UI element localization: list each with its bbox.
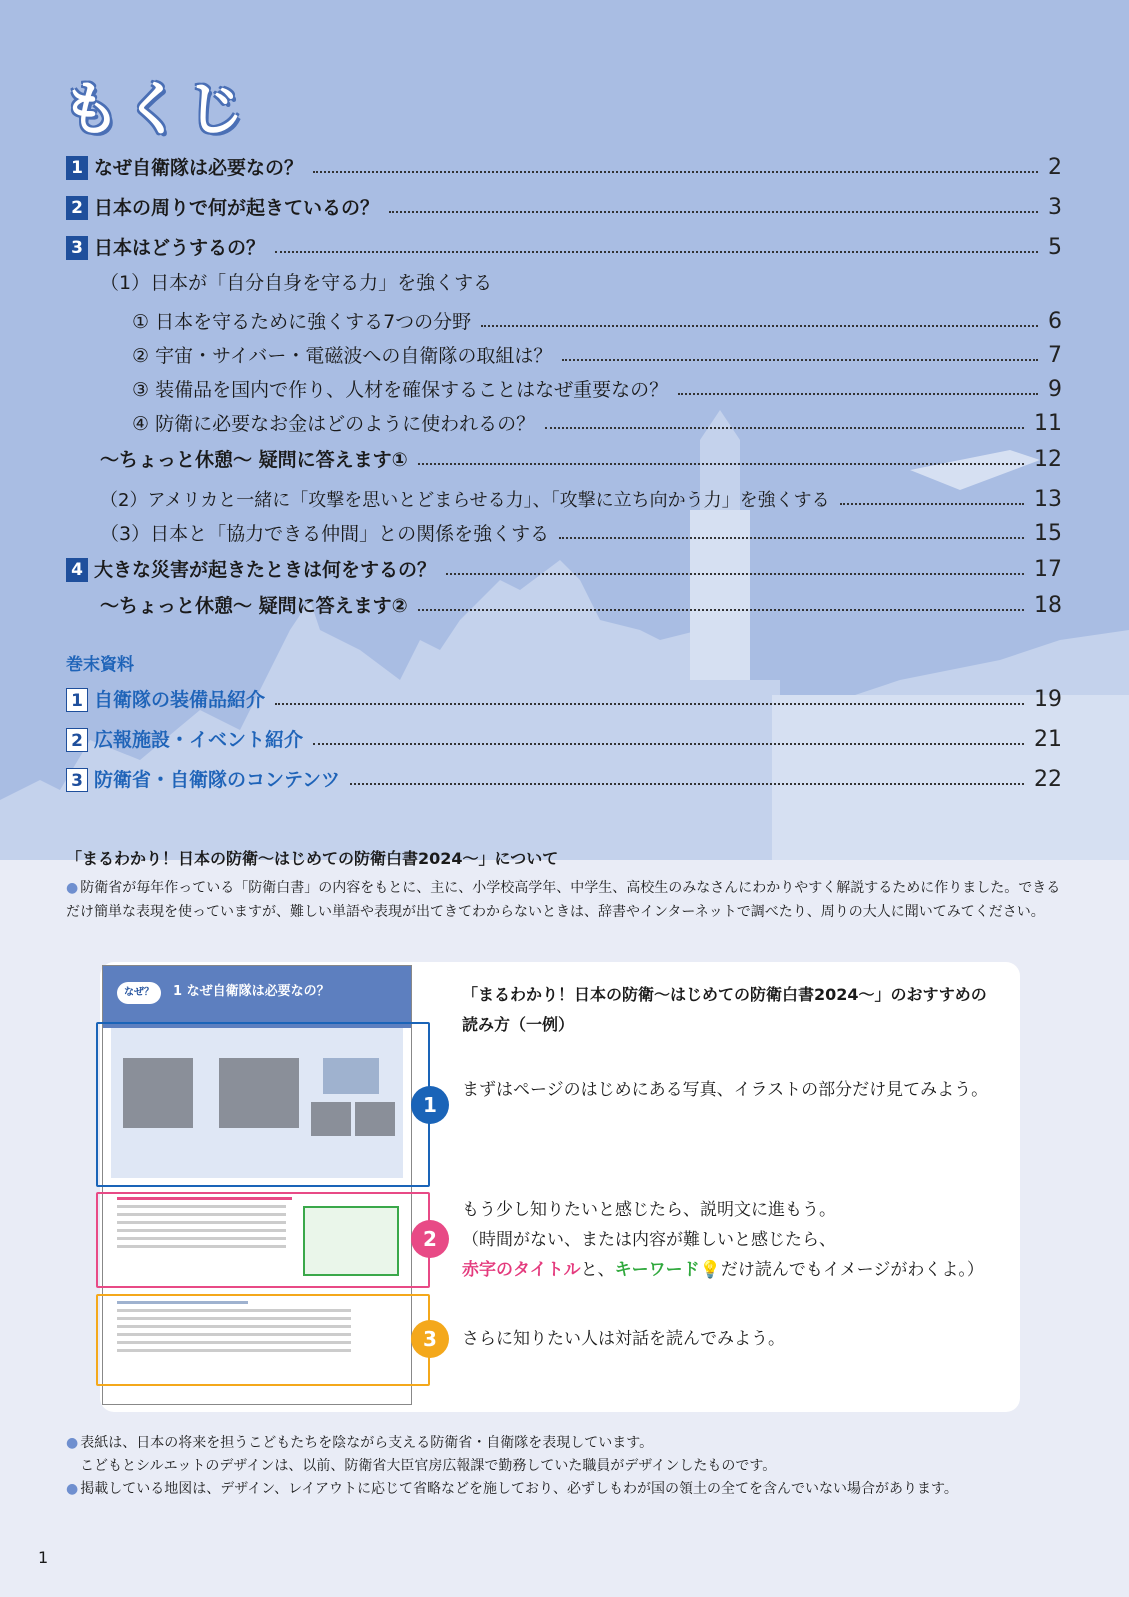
step2-end: だけ読んでもイメージがわくよ。） <box>720 1260 984 1280</box>
toc-label: ③ 装備品を国内で作り、人材を確保することはなぜ重要なの？ <box>132 379 669 401</box>
leader-dots <box>562 359 1038 361</box>
appendix-heading: 巻末資料 <box>66 655 134 675</box>
toc-sub-3[interactable] <box>100 516 1062 546</box>
note-1: ● 表紙は、日本の将来を担うこどもたちを陰ながら支える防衛省・自衛隊を表現しています。 <box>66 1435 654 1451</box>
toc-subitem-4[interactable] <box>132 406 1062 436</box>
appendix-label: 広報施設・イベント紹介 <box>94 729 304 751</box>
toc-page: 18 <box>1034 593 1062 618</box>
toc-page: 6 <box>1048 309 1062 334</box>
toc-break-2[interactable] <box>100 588 1062 618</box>
leader-dots <box>678 393 1038 395</box>
bullet-icon: ● <box>66 1481 79 1497</box>
sample-title: 1 なぜ自衛隊は必要なの？ <box>173 984 330 999</box>
leader-dots <box>446 573 1024 575</box>
toc-break-1[interactable] <box>100 442 1062 472</box>
note-3: ● 掲載している地図は、デザイン、レイアウトに応じて省略などを施しており、必ずしもわが国の領土の全てを含んでいない場合があります。 <box>66 1481 958 1497</box>
step1-frame <box>96 1022 430 1187</box>
toc-label: ① 日本を守るために強くする7つの分野 <box>132 311 472 333</box>
leader-dots <box>545 427 1024 429</box>
step3-text: さらに知りたい人は対話を読んでみよう。 <box>462 1329 785 1349</box>
leader-dots <box>313 743 1024 745</box>
toc-label: 〜ちょっと休憩〜 疑問に答えます① <box>100 449 408 471</box>
step2-line2: （時間がない、または内容が難しいと感じたら、 <box>462 1230 836 1250</box>
toc-number: 4 <box>66 558 88 582</box>
leader-dots <box>418 609 1024 611</box>
appendix-label: 防衛省・自衛隊のコンテンツ <box>94 769 341 791</box>
appendix-item-3[interactable] <box>66 762 1062 792</box>
step1-number: 1 <box>411 1086 449 1124</box>
toc-label: ② 宇宙・サイバー・電磁波への自衛隊の取組は？ <box>132 345 553 367</box>
toc-subitem-2[interactable] <box>132 338 1062 368</box>
step2-line1: もう少し知りたいと感じたら、説明文に進もう。 <box>462 1200 836 1220</box>
toc-item-4[interactable] <box>66 552 1062 582</box>
lightbulb-icon: 💡 <box>699 1260 721 1280</box>
toc-subitem-3[interactable] <box>132 372 1062 402</box>
leader-dots <box>389 211 1038 213</box>
note-2: こどもとシルエットのデザインは、以前、防衛省大臣官房広報課で勤務していた職員がデザインしたものです。 <box>80 1458 777 1474</box>
toc-page: 17 <box>1034 557 1062 582</box>
toc-page: 5 <box>1048 235 1062 260</box>
leader-dots <box>840 503 1024 505</box>
page-number: 1 <box>38 1548 49 1567</box>
toc-subitem-1[interactable] <box>132 304 1062 334</box>
about-text <box>66 876 1066 924</box>
appendix-number: 1 <box>66 688 88 712</box>
toc-page: 7 <box>1048 343 1062 368</box>
reading-guide-title: 「まるわかり！日本の防衛〜はじめての防衛白書2024〜」のおすすめの読み方（一例） <box>462 985 987 1034</box>
step2-text <box>462 1195 1002 1285</box>
toc-label: 日本はどうするの？ <box>94 237 266 259</box>
leader-dots <box>350 783 1024 785</box>
notes <box>66 1432 1066 1501</box>
keyword-label: キーワード <box>614 1260 700 1280</box>
toc-page: 9 <box>1048 377 1062 402</box>
step2-line3 <box>462 1255 1002 1285</box>
appendix-page: 22 <box>1034 767 1062 792</box>
toc-page: 11 <box>1034 411 1062 436</box>
leader-dots <box>481 325 1038 327</box>
toc-item-2[interactable] <box>66 190 1062 220</box>
toc-item-1[interactable] <box>66 150 1062 180</box>
toc-label: （3）日本と「協力できる仲間」との関係を強くする <box>100 523 550 545</box>
step2-number: 2 <box>411 1220 449 1258</box>
toc-page: 13 <box>1034 487 1062 512</box>
step3-number: 3 <box>411 1320 449 1358</box>
bullet-icon: ● <box>66 880 79 896</box>
toc-label: （1）日本が「自分自身を守る力」を強くする <box>100 272 493 294</box>
step2-mid: と、 <box>580 1260 615 1280</box>
toc-label: （2）アメリカと一緒に「攻撃を思いとどまらせる力」、「攻撃に立ち向かう力」を強くする <box>100 490 830 511</box>
leader-dots <box>275 703 1024 705</box>
toc-sub-2[interactable] <box>100 482 1062 512</box>
toc-label: なぜ自衛隊は必要なの？ <box>94 157 304 179</box>
toc-page: 15 <box>1034 521 1062 546</box>
appendix-item-1[interactable] <box>66 682 1062 712</box>
toc-number: 3 <box>66 236 88 260</box>
toc-label: 大きな災害が起きたときは何をするの？ <box>94 559 437 581</box>
leader-dots <box>559 537 1024 539</box>
toc-page: 3 <box>1048 195 1062 220</box>
toc-number: 2 <box>66 196 88 220</box>
bullet-icon: ● <box>66 1435 79 1451</box>
step3-frame <box>96 1294 430 1386</box>
leader-dots <box>313 171 1038 173</box>
sample-header <box>103 966 411 1028</box>
leader-dots <box>418 463 1024 465</box>
page-title: もくじ <box>62 75 249 143</box>
about-body: 防衛省が毎年作っている「防衛白書」の内容をもとに、主に、小学校高学年、中学生、高校生のみなさんにわかりやすく解説するために作りました。できるだけ簡単な表現を使っていますが、難しい単語や表現が出てきてわからないときは、辞書やインターネットで調べたり、周りの大人に聞いてみてください。 <box>66 880 1061 920</box>
appendix-page: 21 <box>1034 727 1062 752</box>
step1-text: まずはページのはじめにある写真、イラストの部分だけ見てみよう。 <box>462 1080 989 1100</box>
step2-frame <box>96 1192 430 1288</box>
toc-item-3[interactable] <box>66 230 1062 260</box>
about-title: 「まるわかり！日本の防衛〜はじめての防衛白書2024〜」について <box>66 849 559 868</box>
red-title-label: 赤字のタイトル <box>462 1260 581 1280</box>
toc-label: ④ 防衛に必要なお金はどのように使われるの？ <box>132 413 536 435</box>
leader-dots <box>275 251 1038 253</box>
toc-sub-1[interactable] <box>100 265 1062 295</box>
appendix-label: 自衛隊の装備品紹介 <box>94 689 266 711</box>
toc-number: 1 <box>66 156 88 180</box>
toc-label: 日本の周りで何が起きているの？ <box>94 197 380 219</box>
appendix-item-2[interactable] <box>66 722 1062 752</box>
appendix-page: 19 <box>1034 687 1062 712</box>
toc-page: 2 <box>1048 155 1062 180</box>
appendix-number: 3 <box>66 768 88 792</box>
toc-label: 〜ちょっと休憩〜 疑問に答えます② <box>100 595 408 617</box>
toc-page: 12 <box>1034 447 1062 472</box>
appendix-number: 2 <box>66 728 88 752</box>
sample-tag: なぜ？ <box>117 982 161 1004</box>
